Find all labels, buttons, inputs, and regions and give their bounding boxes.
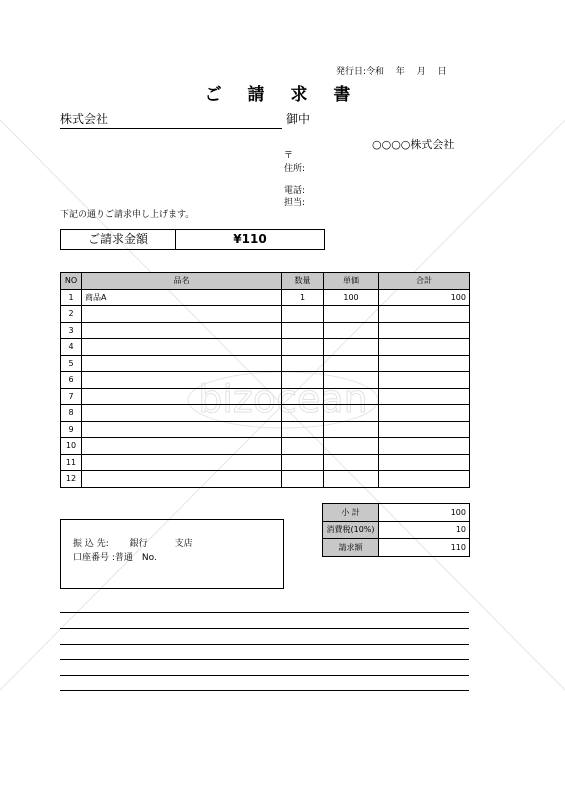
- table-row: [61, 372, 470, 389]
- table-header-row: [61, 273, 470, 290]
- cell-total: [379, 322, 470, 339]
- cell-price: [324, 322, 379, 339]
- cell-no: 6: [61, 372, 82, 389]
- cell-name: [82, 454, 282, 471]
- bank-transfer-line: 振 込 先: 銀行 支店: [73, 539, 193, 549]
- cell-total: [379, 339, 470, 356]
- cell-total: [379, 454, 470, 471]
- summary-row: [323, 504, 470, 522]
- bank-info-box: [60, 519, 284, 589]
- cell-total: [379, 306, 470, 323]
- cell-no: 5: [61, 355, 82, 372]
- cell-no: 9: [61, 421, 82, 438]
- cell-name: [82, 322, 282, 339]
- cell-name: [82, 388, 282, 405]
- summary-value: 10: [379, 521, 470, 539]
- cell-no: 2: [61, 306, 82, 323]
- cell-price: [324, 388, 379, 405]
- cell-total: [379, 438, 470, 455]
- table-row: [61, 289, 470, 306]
- cell-price: [324, 438, 379, 455]
- table-row: [61, 306, 470, 323]
- summary-table: [322, 503, 470, 557]
- cell-total: [379, 421, 470, 438]
- note-line: [60, 675, 469, 676]
- cell-price: [324, 339, 379, 356]
- col-header-name: 品名: [82, 273, 282, 290]
- cell-qty: [282, 306, 324, 323]
- cell-no: 10: [61, 438, 82, 455]
- watermark-text: bizocean: [198, 377, 368, 421]
- cell-no: 1: [61, 289, 82, 306]
- issuer-company: ○○○○株式会社: [372, 138, 455, 151]
- cell-price: [324, 405, 379, 422]
- cell-total: [379, 372, 470, 389]
- cell-no: 8: [61, 405, 82, 422]
- cell-price: [324, 421, 379, 438]
- person-label: 担当:: [284, 198, 306, 208]
- cell-qty: [282, 355, 324, 372]
- cell-price: [324, 372, 379, 389]
- cell-no: 11: [61, 454, 82, 471]
- cell-qty: [282, 421, 324, 438]
- table-row: [61, 322, 470, 339]
- amount-box: [60, 229, 325, 250]
- col-header-qty: 数量: [282, 273, 324, 290]
- cell-qty: [282, 454, 324, 471]
- col-header-total: 合計: [379, 273, 470, 290]
- items-table: [60, 272, 470, 488]
- cell-name: [82, 471, 282, 488]
- cell-price: [324, 306, 379, 323]
- table-row: [61, 421, 470, 438]
- note-line: [60, 690, 469, 691]
- cell-price: 100: [324, 289, 379, 306]
- table-row: [61, 355, 470, 372]
- summary-label: 請求額: [323, 539, 379, 557]
- cell-price: [324, 355, 379, 372]
- cell-name: [82, 421, 282, 438]
- intro-text: 下記の通りご請求申し上げます。: [60, 210, 195, 220]
- note-line: [60, 659, 469, 660]
- table-row: [61, 438, 470, 455]
- cell-name: [82, 405, 282, 422]
- summary-row: [323, 539, 470, 557]
- cell-qty: [282, 372, 324, 389]
- table-row: [61, 471, 470, 488]
- cell-qty: [282, 438, 324, 455]
- cell-price: [324, 471, 379, 488]
- table-row: [61, 339, 470, 356]
- cell-total: [379, 388, 470, 405]
- cell-qty: [282, 339, 324, 356]
- account-number-line: 口座番号 :普通 No.: [73, 553, 157, 563]
- honorific: 御中: [286, 112, 311, 126]
- cell-no: 4: [61, 339, 82, 356]
- cell-price: [324, 454, 379, 471]
- note-line: [60, 644, 469, 645]
- cell-total: [379, 355, 470, 372]
- cell-no: 3: [61, 322, 82, 339]
- summary-label: 小 計: [323, 504, 379, 522]
- issue-date: 発行日:令和 年 月 日: [336, 67, 447, 77]
- cell-name: [82, 306, 282, 323]
- col-header-price: 単価: [324, 273, 379, 290]
- table-row: [61, 388, 470, 405]
- cell-no: 12: [61, 471, 82, 488]
- table-row: [61, 405, 470, 422]
- phone-label: 電話:: [284, 186, 306, 196]
- cell-qty: [282, 388, 324, 405]
- cell-qty: [282, 405, 324, 422]
- table-row: [61, 454, 470, 471]
- cell-name: 商品A: [82, 289, 282, 306]
- note-line: [60, 612, 469, 613]
- cell-name: [82, 438, 282, 455]
- summary-row: [323, 521, 470, 539]
- cell-total: [379, 405, 470, 422]
- amount-value: ¥110: [233, 232, 267, 246]
- cell-name: [82, 372, 282, 389]
- summary-value: 110: [379, 539, 470, 557]
- cell-qty: [282, 322, 324, 339]
- amount-label: ご請求金額: [61, 230, 176, 249]
- postal-mark: 〒: [284, 151, 294, 161]
- summary-label: 消費税(10%): [323, 521, 379, 539]
- summary-value: 100: [379, 504, 470, 522]
- cell-name: [82, 339, 282, 356]
- page-title: ご 請 求 書: [204, 85, 361, 105]
- address-label: 住所:: [284, 164, 306, 174]
- recipient-name: 株式会社: [60, 110, 282, 129]
- cell-name: [82, 355, 282, 372]
- cell-total: [379, 471, 470, 488]
- cell-total: 100: [379, 289, 470, 306]
- note-line: [60, 628, 469, 629]
- cell-qty: 1: [282, 289, 324, 306]
- cell-qty: [282, 471, 324, 488]
- cell-no: 7: [61, 388, 82, 405]
- col-header-no: NO: [61, 273, 82, 290]
